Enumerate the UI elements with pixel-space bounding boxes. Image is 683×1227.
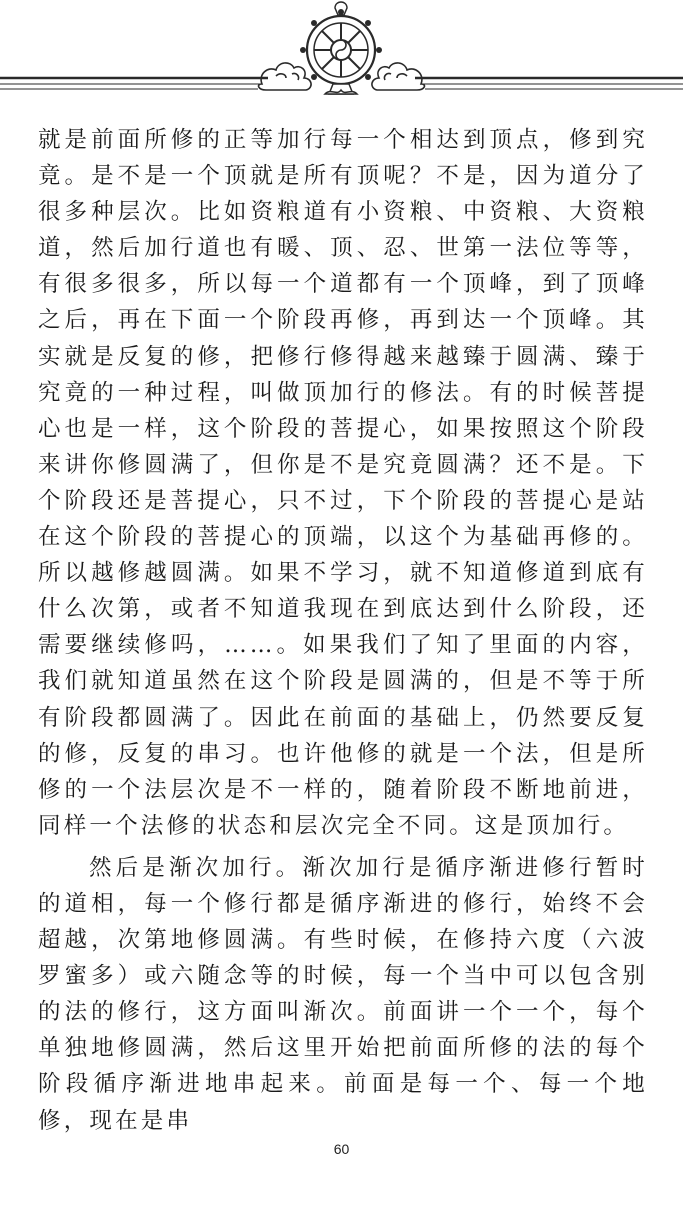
page-body-text xyxy=(38,122,648,1139)
paragraph: 然后是渐次加行。渐次加行是循序渐进修行暂时的道相，每一个修行都是循序渐进的修行，始终不会超越，次第地修圆满。有些时候，在修持六度（六波罗蜜多）或六随念等的时候，每一个当中可以包含别的法的修行，这方面叫渐次。前面讲一个一个，每个单独地修圆满，然后这里开始把前面所修的法的每个阶段循序渐进地串起来。前面是每一个、每一个地修，现在是串 xyxy=(38,854,648,1134)
header-rule-lines xyxy=(0,0,683,110)
page-header-ornament xyxy=(0,0,683,110)
paragraph: 就是前面所修的正等加行每一个相达到顶点，修到究竟。是不是一个顶就是所有顶呢？不是，因为道分了很多种层次。比如资粮道有小资粮、中资粮、大资粮道，然后加行道也有暖、顶、忍、世第一法位等等，有很多很多，所以每一个道都有一个顶峰，到了顶峰之后，再在下面一个阶段再修，再到达一个顶峰。其实就是反复的修，把修行修得越来越臻于圆满、臻于究竟的一种过程，叫做顶加行的修法。有的时候菩提心也是一样，这个阶段的菩提心，如果按照这个阶段来讲你修圆满了，但你是不是究竟圆满？还不是。下个阶段还是菩提心，只不过，下个阶段的菩提心是站在这个阶段的菩提心的顶端，以这个为基础再修的。所以越修越圆满。如果不学习，就不知道修道到底有什么次第，或者不知道我现在到底达到什么阶段，还需要继续修吗，……。如果我们了知了里面的内容，我们就知道虽然在这个阶段是圆满的，但是不等于所有阶段都圆满了。因此在前面的基础上，仍然要反复的修，反复的串习。也许他修的就是一个法，但是所修的一个法层次是不一样的，随着阶段不断地前进，同样一个法修的状态和层次完全不同。这是顶加行。 xyxy=(38,127,648,839)
dharma-wheel-icon xyxy=(300,2,382,94)
right-cloud-icon xyxy=(372,63,425,90)
page-number: 60 xyxy=(333,1141,350,1157)
left-cloud-icon xyxy=(259,63,312,90)
